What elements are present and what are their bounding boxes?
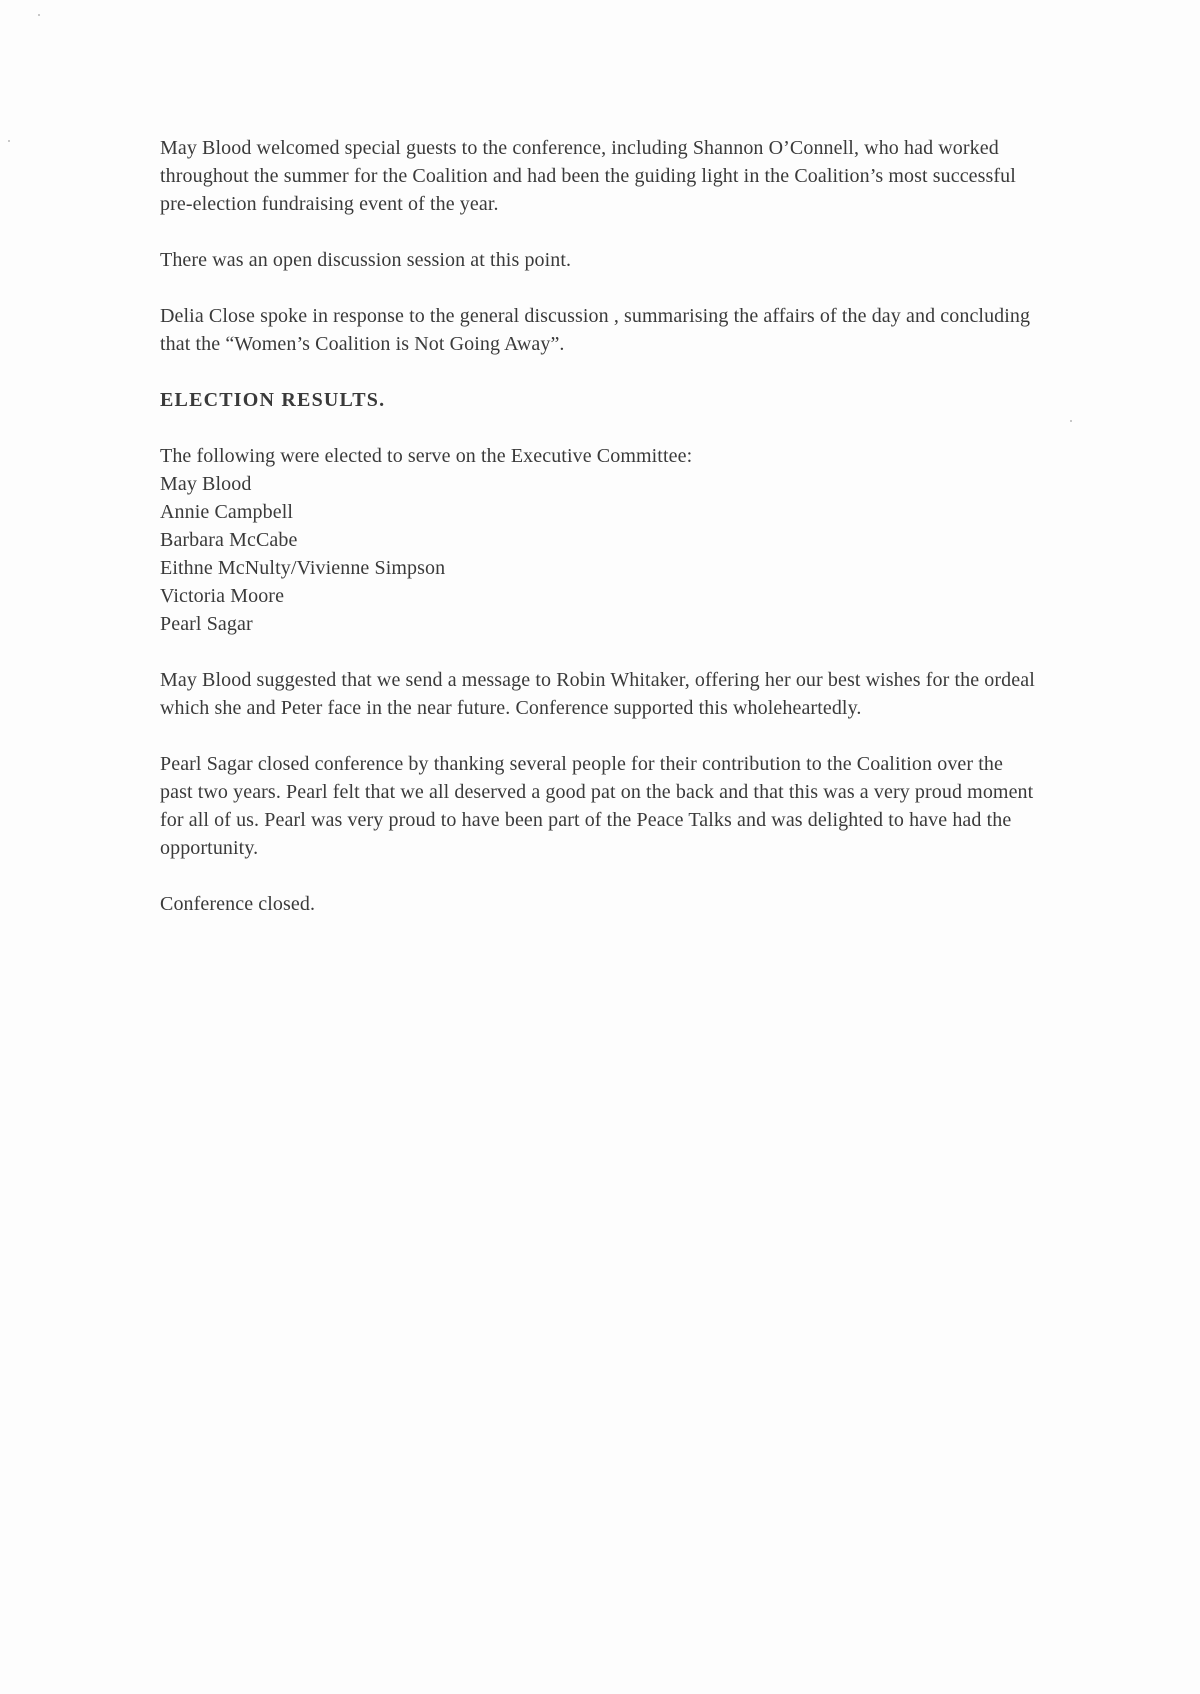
paragraph-delia-close: Delia Close spoke in response to the general discussion , summarising the affairs of the day and concluding that the “Women’s Coalition is Not Going Away”. — [160, 305, 1031, 355]
committee-member: Victoria Moore — [160, 585, 285, 607]
committee-member: Barbara McCabe — [160, 529, 298, 551]
document-body — [160, 134, 1040, 946]
paragraph-conference-closed: Conference closed. — [160, 893, 316, 915]
scan-speck — [1070, 420, 1072, 422]
executive-committee-list — [160, 470, 1040, 638]
scan-speck — [8, 140, 10, 142]
election-results-heading: ELECTION RESULTS. — [160, 389, 386, 411]
committee-member: Eithne McNulty/Vivienne Simpson — [160, 557, 446, 579]
committee-member: Annie Campbell — [160, 501, 294, 523]
paragraph-robin-whitaker: May Blood suggested that we send a message to Robin Whitaker, offering her our best wishes for the ordeal which she and Peter face in the near future. Conference supported this wholeheartedly. — [160, 669, 1035, 719]
committee-member: May Blood — [160, 473, 252, 495]
scan-speck — [38, 14, 40, 16]
paragraph-open-discussion: There was an open discussion session at this point. — [160, 249, 572, 271]
paragraph-pearl-sagar: Pearl Sagar closed conference by thanking several people for their contribution to the Coalition over the past two years. Pearl felt that we all deserved a good pat on the back and that this was a very proud moment for all of us. Pearl was very proud to have been part of the Peace Talks and was delighted to have had the opportunity. — [160, 753, 1034, 859]
paragraph-guests: May Blood welcomed special guests to the conference, including Shannon O’Connell, who had worked throughout the summer for the Coalition and had been the guiding light in the Coalition’s most successful pre-election fundraising event of the year. — [160, 137, 1016, 215]
election-intro: The following were elected to serve on the Executive Committee: — [160, 445, 693, 467]
committee-member: Pearl Sagar — [160, 613, 253, 635]
